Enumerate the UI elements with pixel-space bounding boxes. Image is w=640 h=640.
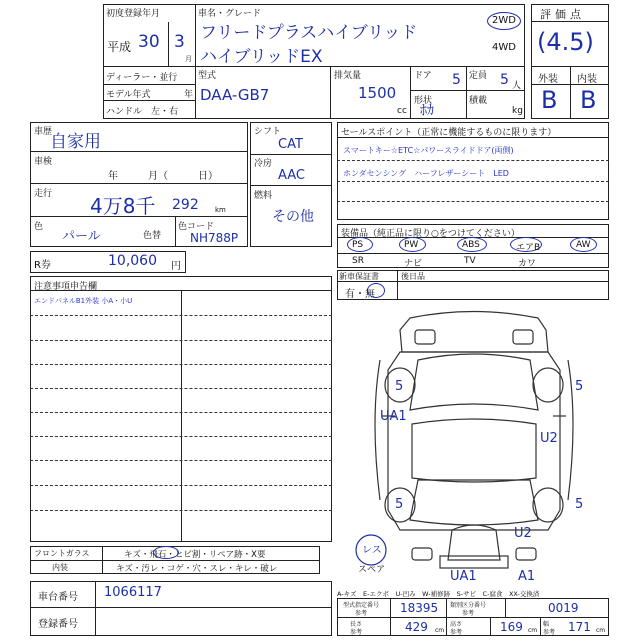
class-label: 類別区分番号 [450, 602, 487, 609]
displacement-unit: cc [397, 106, 407, 116]
length-ref: 参考 [350, 629, 363, 636]
spare-mark: レス [362, 545, 382, 556]
chassis-value: 1066117 [104, 585, 162, 600]
model-year-label: モデル年式 [106, 90, 151, 100]
type-value: DAA-GB7 [200, 86, 270, 104]
recycle-label: R券 [34, 260, 51, 271]
mark-rear-right: 5 [575, 497, 584, 512]
shape-label: 形状 [414, 96, 433, 106]
interior-condition-value: キズ・汚レ・コゲ・穴・スレ・キレ・破レ [116, 564, 278, 574]
equipment-title: 装備品（純正品に限り○をつけてください） [341, 229, 520, 239]
mark-rear-bumper-right: A1 [518, 569, 536, 584]
interior-value: B [580, 86, 597, 114]
fuel-label: 燃料 [254, 191, 273, 201]
equip-leather: カワ [518, 259, 537, 269]
name-label: 車名・グレード [198, 9, 262, 19]
warranty-value: 有・無 [345, 289, 375, 300]
width-value: 171 [568, 620, 591, 634]
mark-rear-panel: U2 [514, 526, 532, 541]
width-label: 幅 [543, 621, 550, 628]
equip-aw: AW [576, 240, 591, 250]
length-value: 429 [405, 620, 428, 634]
mark-rear-bumper-left: UA1 [450, 569, 477, 584]
recycle-unit: 円 [171, 261, 181, 272]
model-year-unit: 年 [184, 90, 194, 100]
interior-condition-label: 内装 [52, 563, 68, 572]
model-cert-value: 18395 [400, 601, 439, 615]
width-ref: 参考 [543, 629, 556, 636]
color-label: 色 [34, 222, 44, 232]
glass-label: フロントガラス [34, 549, 90, 558]
color-code-label: 色コード [178, 222, 215, 232]
recycle-value: 10,060 [108, 253, 157, 269]
evaluation-label: 評価点 [540, 8, 585, 21]
model-cert-ref: 参考 [355, 610, 368, 617]
mileage-unit: km [215, 206, 226, 214]
notes-title: 注意事項申告欄 [34, 282, 98, 292]
ac-value: AAC [278, 168, 305, 183]
capacity-label: 定員 [469, 71, 488, 81]
equip-navi: ナビ [404, 259, 423, 269]
reg-label: 初度登録年月 [106, 9, 161, 19]
type-label: 型式 [198, 71, 217, 81]
glass-value: キズ・飛石・ヒビ割・リペア跡・X要 [124, 550, 266, 560]
mark-front-left: 5 [395, 379, 404, 394]
usage-label: 車歴 [34, 127, 53, 137]
warranty-back-label: 後日品 [401, 272, 425, 281]
class-value: 0019 [548, 601, 579, 615]
drive-2wd: 2WD [492, 15, 516, 26]
length-unit: cm [435, 627, 445, 634]
equip-airbag: エアB [516, 243, 541, 253]
equip-tv: TV [464, 256, 476, 266]
load-unit: kg [512, 106, 523, 116]
reg-era: 平成 [107, 40, 132, 54]
class-ref: 参考 [462, 610, 475, 617]
model-cert-label: 型式指定番号 [343, 602, 380, 609]
fuel-value: その他 [272, 209, 314, 225]
load-label: 積載 [469, 96, 488, 106]
dealer-label: ディーラー・並行 [106, 73, 178, 83]
interior-label: 内装 [577, 74, 597, 85]
exterior-value: B [541, 86, 558, 114]
color-value: パール [62, 229, 101, 244]
sales-point-2: ホンダセンシング ハーフレザーシート LED [343, 169, 509, 178]
sales-point-1: スマートキー☆ETC☆パワースライドドア(両側) [343, 146, 514, 155]
sales-points-title: セールスポイント（正常に機能するものに限ります） [341, 128, 557, 138]
door-value: 5 [452, 72, 461, 88]
ac-label: 冷房 [254, 159, 273, 169]
capacity-value: 5 [500, 72, 509, 88]
shift-value: CAT [278, 137, 303, 152]
chassis-label: 車台番号 [38, 592, 78, 603]
door-label: ドア [414, 71, 432, 81]
mileage-value: 4万8千 [90, 194, 156, 218]
handle-label: ハンドル 左・右 [106, 107, 179, 117]
displacement-value: 1500 [358, 84, 397, 102]
equip-pw: PW [404, 240, 419, 250]
shift-label: シフト [254, 127, 282, 137]
equip-sr: SR [352, 256, 364, 266]
car-name-line2: ハイブリッドEX [200, 47, 323, 67]
reg-year: 30 [138, 32, 160, 52]
mark-rear-left: 5 [395, 497, 404, 512]
equip-abs: ABS [462, 240, 480, 250]
inspection-text: 年 月（ 日） [108, 171, 218, 182]
spare-label: スペア [358, 565, 386, 575]
mark-right-side: U2 [540, 431, 558, 446]
height-label: 高さ [450, 621, 463, 628]
width-unit: cm [596, 627, 606, 634]
displacement-label: 排気量 [334, 71, 362, 81]
length-label: 長さ [350, 621, 363, 628]
equip-ps: PS [352, 240, 364, 250]
registration-label: 登録番号 [38, 619, 78, 630]
mileage-sub: 292 [172, 197, 199, 213]
mark-left-side: UA1 [380, 409, 407, 424]
damage-legend: A-キズ E-エクボ U-凹み W-補修跡 S-サビ C-腐食 XX-交換済 [337, 590, 540, 598]
height-unit: cm [528, 627, 538, 634]
mark-front-right: 5 [575, 379, 584, 394]
inspection-label: 車検 [34, 157, 53, 167]
car-name-line1: フリードプラスハイブリッド [200, 23, 418, 43]
notes-line-1: エンドパネルB1外装 小A・小U [34, 297, 133, 305]
evaluation-score: (4.5) [537, 28, 594, 56]
usage-value: 自家用 [50, 132, 101, 152]
reg-month-unit: 月 [185, 55, 192, 63]
mileage-label: 走行 [34, 189, 53, 199]
drive-4wd: 4WD [492, 42, 516, 53]
height-ref: 参考 [450, 629, 463, 636]
height-value: 169 [500, 620, 523, 634]
warranty-label: 新車保証書 [339, 272, 379, 281]
capacity-unit: 人 [512, 81, 522, 91]
shape-value: ﾎｶ [420, 103, 434, 119]
exterior-label: 外装 [538, 74, 558, 85]
color-code-value: NH788P [190, 231, 239, 245]
color-sub-label: 色替 [143, 231, 162, 241]
reg-month: 3 [174, 32, 185, 52]
